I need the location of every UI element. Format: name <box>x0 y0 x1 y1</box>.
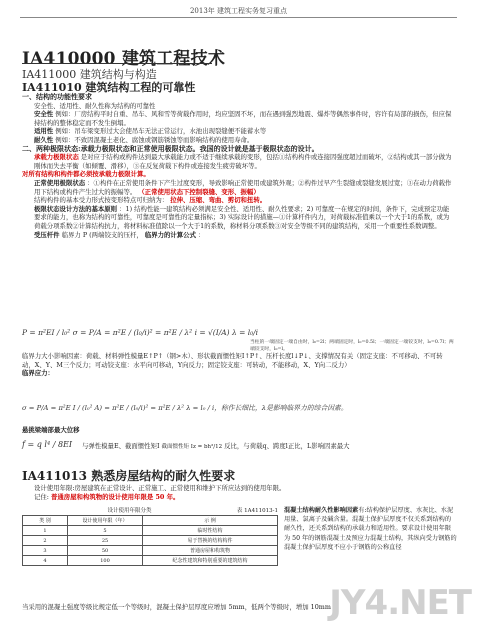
table-row <box>23 536 278 546</box>
subsection-title: IA411010 建筑结构工程的可靠性 <box>22 81 196 94</box>
durability-label: 耐久性 <box>34 135 54 144</box>
page-header: 2013年 建筑工程实务复习重点 <box>189 7 288 15</box>
suitability-paragraph <box>22 127 455 136</box>
title-underline <box>22 63 212 64</box>
ultimate-limit-text: 是对应于结构或构件达到最大承载能力或不适于继续承载的变形，包括①结构构件或连接因强度超过而破坏，②结构或其一部分做为刚体而失去平衡（如倾覆、滑移），③在反复荷载下构件或连接发生疲劳破坏等。 <box>34 153 452 170</box>
service-limit-label: 正常使用极限状态 <box>34 178 86 187</box>
header-rule <box>20 17 457 18</box>
critical-stress-label: 临界应力： <box>22 369 54 378</box>
table-caption-row <box>22 506 278 514</box>
table-header-row <box>23 516 278 526</box>
ultimate-limit-paragraph <box>22 153 455 170</box>
service-limit-red: （正常使用状态下控制裂缝、变形、振幅） <box>138 187 260 196</box>
formula-cantilever: f = q l⁴ / 8EI <box>22 440 73 449</box>
section-1-title: 一、结构的功能性要求 <box>22 92 92 101</box>
table-header-cell: 示 例 <box>143 516 278 526</box>
table-cell: 易于替换的结构构件 <box>143 536 278 546</box>
red-note: 对所有结构和构件都必须按承载力极限计算。 <box>22 170 150 179</box>
table-caption: 设计使用年限分类 <box>107 508 152 514</box>
table-cell: 5 <box>68 526 143 536</box>
safety-label: 安全性 <box>34 110 54 119</box>
force-forms-line <box>22 196 455 205</box>
service-life-table-block <box>22 506 278 566</box>
table-row <box>23 546 278 556</box>
table-row <box>23 556 278 566</box>
compression-rod-bold: 临界力的计算公式 <box>144 230 196 239</box>
durability-text: 例如：不致因混凝土老化、腐蚀或钢筋锈蚀等而影响结构的使用寿命。 <box>55 135 254 144</box>
service-life-line: 设计使用年限:房屋建筑在正常设计、正常施工、正常使用和维护下所应达到的使用年限。 <box>34 484 286 492</box>
formula-critical-stress: σ = P/A = π²E I / (l₀² A) = π²E / (l₀/i)² = π²E / λ² λ = l₀ / i，称作长细比，λ是影响临界力的综合因素。 <box>22 404 348 412</box>
formula-critical-force: P = π²EI / l₀² σ = P/A = π²E / (l₀/i)² = π²E / λ² i = √(I/A) λ = l₀/i <box>22 328 259 337</box>
table-cell: 临时性结构 <box>143 526 278 536</box>
service-limit-text: ：①构件在正常使用条件下产生过度变形，导致影响正常使用或建筑外观；②构件过早产生裂缝或裂缝发展过宽；③在动力荷载作用下结构或构件产生过大的振幅等。 <box>34 178 452 196</box>
service-life-paragraph <box>22 484 455 501</box>
principles-paragraph <box>22 205 455 231</box>
safety-text: 例如：厂房结构平时自重、吊车、风和雪等荷载作用时，均应坚固不坏，而在遇到强烈地震、爆炸等偶然事件时，容许有局部的损伤，但应保持结构的整体稳定而不发生倒塌。 <box>34 110 452 127</box>
section-2-title: 二、两种极限状态:承载力极限状态和正常使用极限状态。我国的设计就是基于极限状态的设计。 <box>22 143 319 153</box>
cantilever-section <box>22 426 455 435</box>
service-life-table <box>22 515 278 566</box>
table-cell: 3 <box>23 546 68 556</box>
table-cell: 2 <box>23 536 68 546</box>
table-cell: 纪念性建筑和特别重要的建筑结构 <box>143 556 278 566</box>
table-row <box>23 526 278 536</box>
table-cell: 普通房屋和构筑物 <box>143 546 278 556</box>
remember-label: 记住: <box>34 492 49 501</box>
watermark-logo: JY4.NET <box>329 583 471 623</box>
cantilever-text-line <box>82 442 462 452</box>
concrete-durability-text: 有:结构保护层厚度、水灰比、水泥用量、氯离子及碱含量。混凝土保护层厚度不仅关系到结构的耐久性，还关系到结构的承载力和适用性。要求设计使用年限为 50 年的钢筋混凝土及预应力混凝土结构，其纵向受力钢筋的混凝土保护层厚度不应小于钢筋的公称直径 <box>284 507 457 551</box>
principles-text: ：1) 结构性能一建筑结构必须满足安全性、适用性、耐久性要求；2) 可靠度一在规定的时间，条件下，完成预定功能要求的能力，也称为结构的可靠性，可靠度是可靠性的定量指标；3) 实际设计的措施—①计算杆件内力，对荷载标准值乘以一个大于1的系数，或为荷载分项系数②计算结构抗力，将材料标准值除以一个大于1的系数，称材料分项系数③对安全等级不同的建筑结构，采用一个重要性系数调整。 <box>34 204 450 230</box>
table-ref: 表 1A411013-1 <box>236 508 278 514</box>
principles-label: 极限状态设计方法的基本原则 <box>34 204 118 213</box>
force-forms-text: 结构构件的基本受力形式按变形特点可归纳为： <box>34 196 169 205</box>
suitability-text: 例如：吊车梁变形过大会使吊车无法正常运行，水池出现裂缝便不能蓄水等 <box>55 127 267 136</box>
service-limit-paragraph <box>22 179 455 196</box>
influence-factors-text: 临界力大小影响因素：荷载、材料弹性模量E↑P↑（钢>木）、形状截面惯性矩I↑P↑、压杆长度l↓P↓、支撑情况有关（固定支座：不可移动、不可转动，X、Y、M三个反力；可动铰支座：水平向可移动，Y向反力；固定铰支座：可转动，不能移动，X、Y向二反力） <box>22 352 443 369</box>
influence-factors <box>22 352 455 378</box>
table-cell: 4 <box>23 556 68 566</box>
compression-rod-line <box>22 231 455 240</box>
compression-rod-label: 受压杆件 <box>34 230 60 239</box>
section-title: IA411000 建筑结构与构造 <box>22 68 157 81</box>
cantilever-text: 与弹性模量E、截面惯性矩I <box>82 442 160 450</box>
section-1-intro: 安全性、适用性、耐久性称为结构的可靠性 <box>34 101 156 110</box>
formula-critical-force-note: 当柱的一端固定一端自由时，l₀=2l；两端固定时，l₀=0.5l；一端固定一端铰支时，l₀=0.7l；两端铰支时，l₀=l。 <box>250 340 454 352</box>
compression-rod-tail: (两端铰支的压杆， <box>89 230 143 239</box>
chapter-title: IA410000 建筑工程技术 <box>22 49 226 69</box>
table-cell: 1 <box>23 526 68 536</box>
table-header-cell: 类 别 <box>23 516 68 526</box>
table-cell: 25 <box>68 536 143 546</box>
ultimate-limit-label: 承载力极限状态 <box>34 153 79 162</box>
concrete-durability-block <box>284 506 457 552</box>
safety-paragraph <box>22 110 455 127</box>
cantilever-label: 悬挑梁端部最大位移 <box>22 426 80 434</box>
section-1 <box>22 93 455 239</box>
remember-line <box>22 493 455 502</box>
footer-line: 当采用的混凝土强度等级比规定低一个等级时，混凝土保护层厚度应增加 5mm，低两个等级时，增加 10mm <box>22 603 331 611</box>
compression-rod-end: ： <box>198 230 205 239</box>
durability-section-title: IA411013 熟悉房屋结构的耐久性要求 <box>22 469 236 483</box>
force-forms-red: 拉伸、压缩、弯曲、剪切和扭转。 <box>170 196 267 205</box>
table-header-cell: 设计使用年限（年） <box>68 516 143 526</box>
remember-text: 普通房屋和构筑物的设计使用年限是 50 年。 <box>50 492 180 501</box>
table-cell: 50 <box>68 546 143 556</box>
compression-rod-text: 临界力 P <box>61 230 88 239</box>
table-cell: 100 <box>68 556 143 566</box>
suitability-label: 适用性 <box>34 127 54 136</box>
cantilever-inertia: 截面惯性矩 Iz = bh³/12 <box>161 444 223 450</box>
cantilever-text-tail: 反比，与荷载q、跨度l正比，L影响因素最大 <box>224 442 350 450</box>
concrete-durability-label: 混凝土结构耐久性影响因素 <box>284 507 359 514</box>
